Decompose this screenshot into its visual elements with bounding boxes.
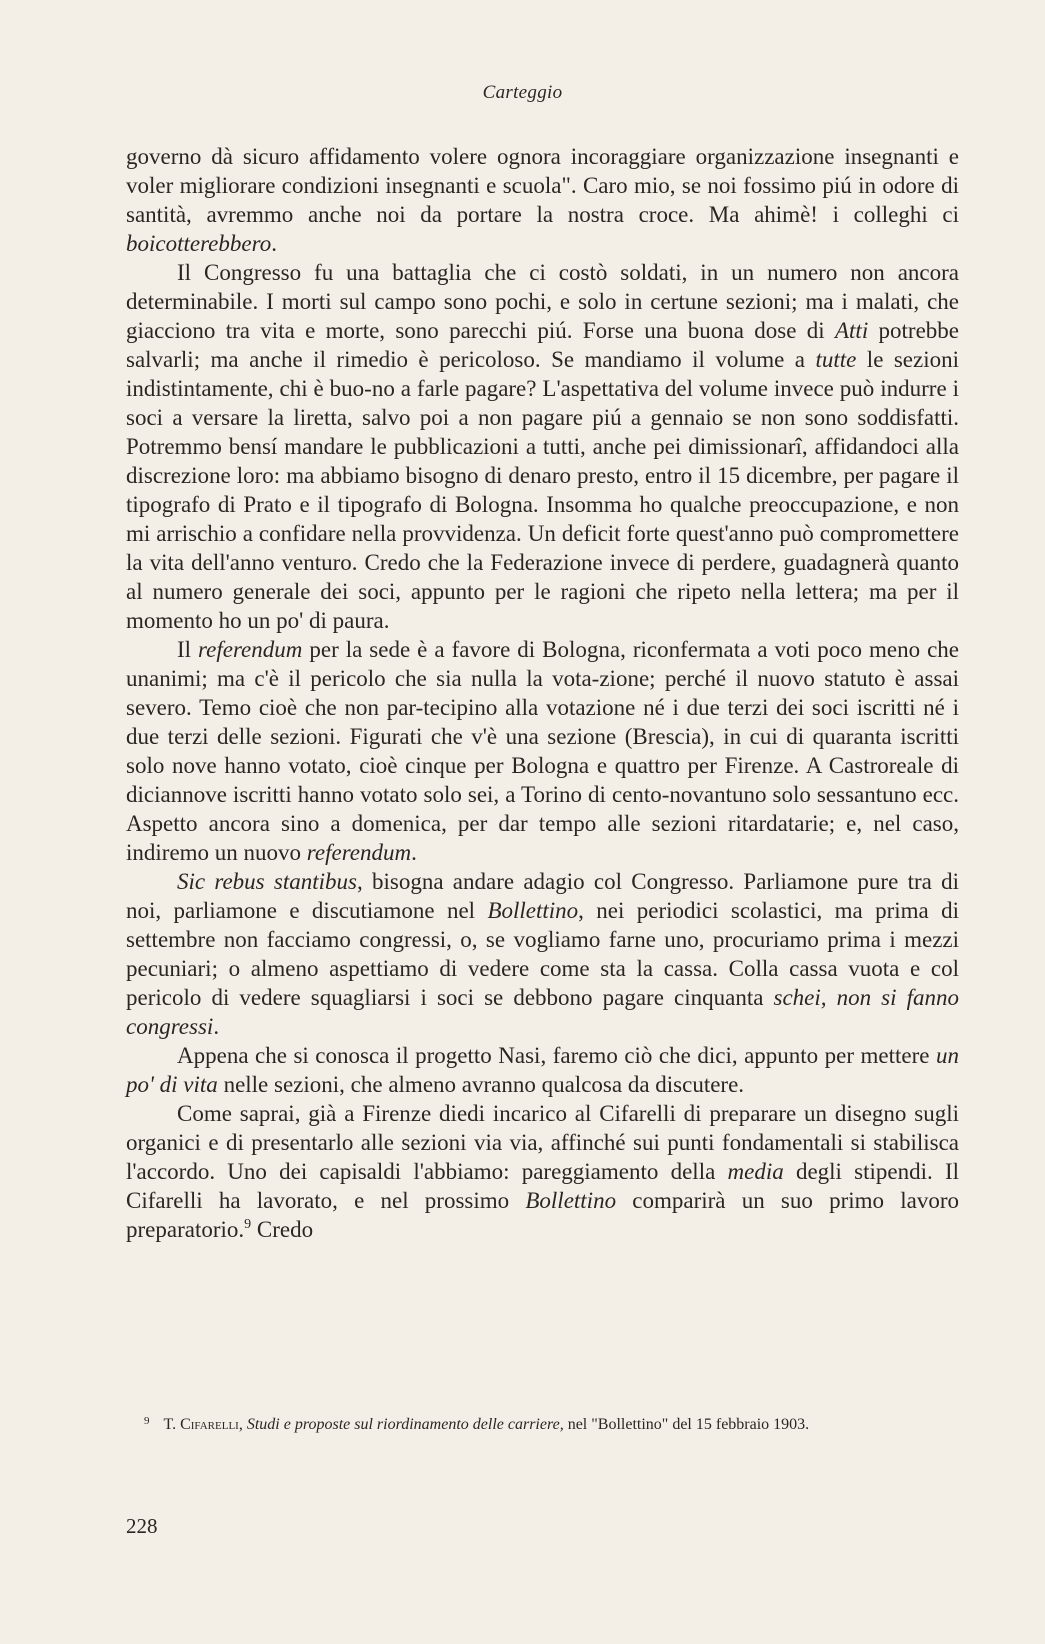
footnote	[126, 1410, 959, 1436]
italic-text: Atti	[834, 318, 869, 343]
text-run: Il Congresso fu una battaglia che ci costò soldati, in un numero non ancora determinabile. I morti sul campo sono pochi, e solo in certune sezioni; ma i malati, che giacciono tra vita e morte, sono parecchi piú. Forse una buona dose di	[126, 260, 959, 343]
body-text	[126, 142, 959, 1244]
page-number: 228	[126, 1514, 158, 1538]
italic-text: referendum	[198, 637, 303, 662]
paragraph	[126, 635, 959, 867]
text-run: le sezioni indistintamente, chi è buo-no a farle pagare? L'aspettativa del volume invece può indurre i soci a versare la liretta, salvo poi a non pagare piú a gennaio se non sono soddisfatti. Potremmo bensí mandare le pubblicazioni a tutti, anche pei dimissionarî, affidandoci alla discrezione loro: ma abbiamo bisogno di denaro presto, entro il 15 dicembre, per pagare il tipografo di Prato e il tipografo di Bologna. Insomma ho qualche preoccupazione, e non mi arrischio a confidare nella provvidenza. Un deficit forte quest'anno può compromettere la vita dell'anno venturo. Credo che la Federazione invece di perdere, guadagnerà quanto al numero generale dei soci, appunto per le ragioni che ripeto nella lettera; ma per il momento ho un po' di paura.	[126, 347, 960, 633]
paragraph	[126, 867, 959, 1041]
footnote-title: Studi e proposte sul riordinamento delle carriere,	[246, 1416, 564, 1433]
text-run: , bisogna andare adagio col Congresso. Parliamone pure tra di noi, parliamone e discutiamone nel	[126, 869, 959, 923]
italic-text: media	[727, 1159, 784, 1184]
paragraph	[126, 1099, 959, 1244]
footnote-rest: nel "Bollettino" del 15 febbraio 1903.	[563, 1416, 810, 1433]
italic-text: Bollettino	[487, 898, 579, 923]
italic-text: tutte	[815, 347, 857, 372]
text-run: degli stipendi. Il Cifarelli ha lavorato, e nel prossimo	[126, 1159, 959, 1213]
italic-text: schei, non si fanno congressi	[126, 985, 959, 1039]
italic-text: Bollettino	[525, 1188, 617, 1213]
italic-text: un po' di vita	[126, 1043, 959, 1097]
footnote-author-initial: T.	[163, 1416, 177, 1433]
text-run: nelle sezioni, che almeno avranno qualcosa da discutere.	[217, 1072, 745, 1097]
running-head: Carteggio	[482, 82, 563, 103]
text-run: , nei periodici scolastici, ma prima di settembre non facciamo congressi, o, se vogliamo farne uno, procuriamo prima i mezzi pecuniari; o almeno aspettiamo di vedere come sta la cassa. Colla cassa vuota e col pericolo di vedere squagliarsi i soci se debbono pagare cinquanta	[126, 898, 959, 1010]
italic-text: referendum	[306, 840, 412, 865]
paragraph	[126, 142, 959, 258]
text-run: Appena che si conosca il progetto Nasi, faremo ciò che dici, appunto per mettere	[177, 1043, 936, 1068]
text-run: governo dà sicuro affidamento volere ognora incoraggiare organizzazione insegnanti e voler migliorare condizioni insegnanti e scuola". Caro mio, se noi fossimo piú in odore di santità, avremmo anche noi da portare la nostra croce. Ma ahimè! i colleghi ci	[126, 144, 959, 227]
paragraph	[126, 1041, 959, 1099]
text-run: per la sede è a favore di Bologna, riconfermata a voti poco meno che unanimi; ma c'è il pericolo che sia nulla la vota-zione; perché il nuovo statuto è assai severo. Temo cioè che non par-tecipino alla votazione né i due terzi dei soci iscritti né i due terzi delle sezioni. Figurati che v'è una sezione (Brescia), in cui di quaranta iscritti solo nove hanno votato, cioè cinque per Bologna e quattro per Firenze. A Castroreale di diciannove iscritti hanno votato solo sei, a Torino di cento-novantuno solo sessantuno ecc. Aspetto ancora sino a domenica, per dar tempo alle sezioni ritardatarie; e, nel caso, indiremo un nuovo	[126, 637, 959, 865]
footnote-reference: 9	[244, 1217, 252, 1232]
text-run: .	[411, 840, 417, 865]
text-run: Il	[177, 637, 199, 662]
text-run: comparirà un suo primo lavoro preparatorio.	[126, 1188, 959, 1242]
footnote-number: 9	[144, 1415, 150, 1427]
text-run: .	[213, 1014, 220, 1039]
text-run: potrebbe salvarli; ma anche il rimedio è pericoloso. Se mandiamo il volume a	[126, 318, 960, 372]
text-run: .	[271, 231, 277, 256]
italic-text: boicotterebbero	[126, 231, 272, 256]
paragraph	[126, 258, 959, 635]
text-run: Come saprai, già a Firenze diedi incarico al Cifarelli di preparare un disegno sugli organici e di presentarlo alle sezioni via via, affinché sui punti fondamentali si stabilisca l'accordo. Uno dei capisaldi l'abbiamo: pareggiamento della	[126, 1101, 959, 1184]
text-run: Credo	[251, 1217, 314, 1242]
footnote-author-surname: Cifarelli,	[180, 1416, 243, 1433]
italic-text: Sic rebus stantibus	[177, 869, 357, 894]
